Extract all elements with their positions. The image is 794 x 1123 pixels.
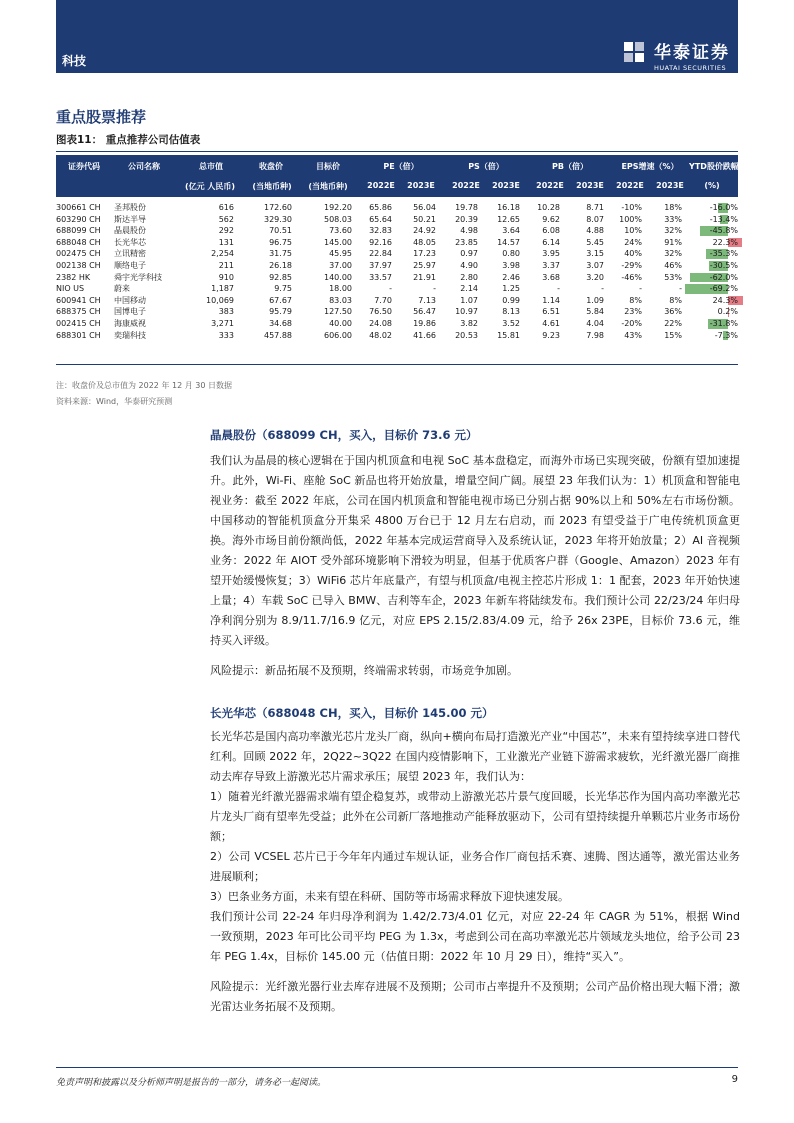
cell-mcap: 910 [218,272,234,282]
cell-target: 140.00 [324,272,352,282]
section-title: 重点股票推荐 [56,108,147,126]
subheader-pe22: 2022E [367,181,395,190]
subheader-target-unit: (当地币种) [308,182,348,191]
cell-pb22: 9.23 [542,330,560,340]
cell-code: NIO US [56,284,85,294]
cell-eps22: 100% [619,214,642,224]
cell-pb23: 1.09 [586,295,604,305]
stock2-point2: 2）公司 VCSEL 芯片已于今年年内通过车规认证，业务合作厂商包括禾赛、速腾、图达通等，激光雷达业务进展顺利； [210,850,740,883]
stock1-block [210,425,740,681]
cell-code: 300661 CH [56,203,101,212]
cell-pe23: 25.97 [413,261,436,270]
col-header-eps: EPS增速（%） [621,162,679,171]
cell-mcap: 211 [218,261,234,270]
cell-ytd: -7.3% [714,330,738,340]
cell-ps23: 0.80 [502,249,520,259]
cell-ytd: -35.3% [709,249,738,259]
cell-pb23: 5.45 [586,237,604,247]
cell-target: 40.00 [329,319,352,328]
cell-pe23: 24.92 [413,226,436,236]
cell-mcap: 616 [218,203,234,212]
table-row [56,237,738,249]
brand-logo [654,38,730,72]
footer-rule [56,1067,738,1068]
cell-eps22: 43% [624,330,642,340]
cell-target: 145.00 [324,237,352,247]
cell-mcap: 383 [218,307,234,317]
cell-pb22: 6.08 [542,226,560,236]
cell-mcap: 333 [218,330,234,340]
table-header [56,155,738,197]
cell-eps22: -10% [621,203,642,212]
stock1-title: 晶晨股份（688099 CH，买入，目标价 73.6 元） [210,428,478,442]
cell-eps23: 36% [664,307,682,317]
cell-close: 70.51 [269,226,292,236]
cell-ps23: 12.65 [497,214,520,224]
col-header-name: 公司名称 [128,162,160,171]
cell-name: 立讯精密 [114,249,146,259]
cell-close: 31.75 [269,249,292,259]
cell-pe23: - [433,284,436,294]
cell-pb23: - [601,284,604,294]
cell-target: 73.60 [329,226,352,236]
cell-ytd: 24.3% [712,295,738,305]
cell-ytd: -13.4% [709,214,738,224]
cell-mcap: 131 [218,237,234,247]
cell-pb23: 3.07 [586,261,604,270]
cell-close: 26.18 [269,261,292,270]
cell-pe23: 19.86 [413,319,436,328]
cell-pe23: 56.04 [413,203,436,212]
cell-eps23: 22% [664,319,682,328]
cell-pb22: 6.51 [542,307,560,317]
cell-name: 国博电子 [114,307,146,317]
cell-pe22: 92.16 [369,237,392,247]
cell-close: 9.75 [274,284,292,294]
cell-ps23: 8.13 [502,307,520,317]
cell-ps23: 3.98 [502,261,520,270]
cell-eps22: -20% [621,319,642,328]
cell-mcap: 1,187 [211,284,234,294]
cell-code: 688099 CH [56,226,101,236]
cell-ps23: 16.18 [497,203,520,212]
cell-ps22: 3.82 [460,319,478,328]
cell-ps22: 23.85 [455,237,478,247]
cell-ps23: 14.57 [497,237,520,247]
cell-close: 34.68 [269,319,292,328]
col-header-pe: PE（倍） [383,162,419,171]
cell-close: 67.67 [269,295,292,305]
cell-pe22: 76.50 [369,307,392,317]
cell-code: 002138 CH [56,261,101,270]
subheader-ytd-unit: (%) [704,181,720,190]
cell-pb23: 3.15 [586,249,604,259]
stock2-risk: 风险提示：光纤激光器行业去库存进展不及预期；公司市占率提升不及预期；公司产品价格出现大幅下滑；激光雷达业务拓展不及预期。 [210,980,740,1013]
cell-name: 晶晨股份 [114,226,146,236]
brand-name-en: HUATAI SECURITIES [654,64,727,72]
cell-name: 舜宇光学科技 [114,272,162,282]
subheader-pe23: 2023E [407,181,435,190]
table-source: 资料来源：Wind，华泰研究预测 [56,397,173,406]
cell-mcap: 3,271 [211,319,234,328]
cell-pb22: 3.68 [542,272,560,282]
cell-name: 长光华芯 [114,237,146,247]
cell-target: 192.20 [324,203,352,212]
section-label: 科技 [62,54,87,68]
cell-pe22: 65.86 [369,203,392,212]
table-row [56,248,738,260]
cell-target: 508.03 [324,214,352,224]
col-header-target: 目标价 [316,162,340,171]
cell-pe23: 21.91 [413,272,436,282]
cell-eps22: - [639,284,642,294]
col-header-code: 证券代码 [68,162,100,171]
cell-ps22: 20.39 [455,214,478,224]
stock2-point3: 3）巴条业务方面，未来有望在科研、国防等市场需求释放下迎快速发展。 [210,890,569,903]
cell-code: 2382 HK [56,272,91,282]
subheader-pb23: 2023E [576,181,604,190]
cell-ps22: 2.80 [460,272,478,282]
cell-eps23: 32% [664,249,682,259]
cell-pe22: 48.02 [369,330,392,340]
cell-name: 奕瑞科技 [114,330,146,340]
cell-eps22: 23% [624,307,642,317]
cell-eps23: 46% [664,261,682,270]
subheader-eps22: 2022E [616,181,644,190]
cell-pe22: - [389,284,392,294]
cell-close: 95.79 [269,307,292,317]
cell-mcap: 562 [218,214,234,224]
cell-ps23: 2.46 [502,272,520,282]
cell-eps23: 8% [669,295,682,305]
cell-eps22: -29% [621,261,642,270]
stock2-valuation: 我们预计公司 22-24 年归母净利润为 1.42/2.73/4.01 亿元，对应 22-24 年 CAGR 为 51%，根据 Wind 一致预期，2023 年可比公司平均 PEG 为 1.3x，考虑到公司在高功率激光芯片领域龙头地位，给予公司 23 年 PEG 1.4x，目标价 145.00 元（估值日期：2022 年 10 月 29 日），维持“买入”。 [210,910,740,963]
brand-name-cn: 华泰证券 [654,43,730,63]
table-row [56,283,738,295]
cell-eps23: 18% [664,203,682,212]
col-header-mcap: 总市值 [199,162,223,171]
subheader-ps22: 2022E [452,181,480,190]
cell-name: 顺络电子 [114,261,146,270]
cell-close: 96.75 [269,237,292,247]
cell-pe22: 33.57 [369,272,392,282]
cell-pb22: 10.28 [537,203,560,212]
table-row [56,295,738,307]
cell-name: 圣邦股份 [114,203,146,212]
cell-ytd: -30.5% [709,261,738,270]
subheader-pb22: 2022E [536,181,564,190]
cell-code: 002475 CH [56,249,101,259]
cell-mcap: 2,254 [211,249,234,259]
cell-pe22: 32.83 [369,226,392,236]
stock2-title: 长光华芯（688048 CH，买入，目标价 145.00 元） [210,706,494,720]
cell-mcap: 10,069 [206,295,234,305]
col-header-close: 收盘价 [259,162,283,171]
stock1-body: 我们认为晶晨的核心逻辑在于国内机顶盒和电视 SoC 基本盘稳定，而海外市场已实现突破，份额有望加速提升。此外，Wi-Fi、座舱 SoC 新品也将开始放量，增量空间广阔。展望 23 年我们认为：1）机顶盒和智能电视业务：截至 2022 年底，公司在国内机顶盒和智能电视市场已分别占据 90%以上和 50%左右市场份额。中国移动的智能机顶盒分开集采 4800 万台已于 12 月左右启动，而 2023 有望受益于广电传统机顶盒更换。海外市场目前份额尚低，2022 年基本完成运营商导入及系统认证，2023 年将开始放量；2）AI 音视频业务：2022 年 AIOT 受外部环境影响下滑较为明显，但基于优质客户群（Google、Amazon）2023 年有望开始缓慢恢复；3）WiFi6 芯片年底量产，有望与机顶盒/电视主控芯片形成 1：1 配套，2023 年开始快速上量；4）车载 SoC 已导入 BMW、吉利等车企，2023 年新车将陆续发布。我们预计公司 22/23/24 年归母净利润分别为 8.9/11.7/16.9 亿元，对应 EPS 2.15/2.83/4.09 元，给予 26x 23PE，目标价 73.6 元，维持买入评级。 [210,454,740,647]
cell-name: 斯达半导 [114,214,146,224]
table-row [56,202,738,214]
cell-pb22: 9.62 [542,214,560,224]
cell-name: 蔚来 [114,284,130,294]
cell-ps23: 0.99 [502,295,520,305]
col-header-ytd: YTD股价跌幅 [689,162,739,171]
table-bottom-rule [56,364,738,365]
cell-ps22: 4.90 [460,261,478,270]
figure-title: 图表11： 重点推荐公司估值表 [56,132,738,152]
cell-eps23: 53% [664,272,682,282]
cell-pe23: 50.21 [413,214,436,224]
subheader-eps23: 2023E [656,181,684,190]
cell-eps23: 33% [664,214,682,224]
cell-eps22: -46% [621,272,642,282]
cell-pe23: 7.13 [418,295,436,305]
huatai-logo-icon [622,40,646,64]
cell-eps23: 91% [664,237,682,247]
table-row [56,214,738,226]
cell-ytd: -62.0% [709,272,738,282]
table-note: 注：收盘价及总市值为 2022 年 12 月 30 日数据 [56,381,232,390]
cell-close: 172.60 [264,203,292,212]
footer-disclaimer: 免责声明和披露以及分析师声明是报告的一部分，请务必一起阅读。 [56,1078,327,1088]
cell-mcap: 292 [218,226,234,236]
cell-pb23: 4.04 [586,319,604,328]
cell-ps22: 19.78 [455,203,478,212]
table-row [56,330,738,342]
table-row [56,260,738,272]
cell-ytd: 0.2% [717,307,738,317]
cell-ytd: 22.3% [712,237,738,247]
table-row [56,272,738,284]
stock2-intro: 长光华芯是国内高功率激光芯片龙头厂商，纵向+横向布局打造激光产业“中国芯”，未来有望持续享进口替代红利。回顾 2022 年，2Q22~3Q22 在国内疫情影响下，工业激光产业链下游需求疲软，光纤激光器厂商推动去库存导致上游激光芯片需求承压；展望 2023 年，我们认为： [210,730,740,783]
cell-pe22: 65.64 [369,214,392,224]
cell-pe23: 41.66 [413,330,436,340]
cell-close: 457.88 [264,330,292,340]
cell-target: 45.95 [329,249,352,259]
cell-pb23: 5.84 [586,307,604,317]
stock2-point1: 1）随着光纤激光器需求端有望企稳复苏，或带动上游激光芯片景气度回暖，长光华芯作为国内高功率激光芯片龙头厂商有望率先受益；此外在公司新厂落地推动产能释放驱动下，公司有望持续提升单颗芯片业务市场份额； [210,790,740,843]
cell-pe22: 24.08 [369,319,392,328]
cell-ps23: 1.25 [502,284,520,294]
cell-eps23: 32% [664,226,682,236]
cell-eps22: 8% [629,295,642,305]
cell-pb22: 6.14 [542,237,560,247]
cell-code: 688375 CH [56,307,101,317]
cell-code: 603290 CH [56,214,101,224]
page-number: 9 [731,1074,738,1085]
cell-ps23: 15.81 [497,330,520,340]
cell-target: 606.00 [324,330,352,340]
cell-ytd: -45.8% [709,226,738,236]
subheader-close-unit: (当地币种) [252,182,292,191]
cell-eps23: 15% [664,330,682,340]
subheader-ps23: 2023E [492,181,520,190]
cell-pe23: 56.47 [413,307,436,317]
cell-ps22: 10.97 [455,307,478,317]
stock2-block [210,703,740,1017]
cell-eps23: - [679,284,682,294]
col-header-pb: PB（倍） [552,162,588,171]
cell-eps22: 24% [624,237,642,247]
cell-ytd: -69.2% [709,284,738,294]
cell-pb22: 3.37 [542,261,560,270]
table-row [56,318,738,330]
cell-code: 600941 CH [56,295,101,305]
cell-ps23: 3.52 [502,319,520,328]
cell-pb22: 4.61 [542,319,560,328]
cell-code: 002415 CH [56,319,101,328]
cell-eps22: 10% [624,226,642,236]
cell-target: 37.00 [329,261,352,270]
stock1-risk: 风险提示：新品拓展不及预期，终端需求转弱，市场竞争加剧。 [210,664,518,677]
cell-ytd: -16.0% [709,203,738,212]
cell-pe23: 48.05 [413,237,436,247]
cell-code: 688048 CH [56,237,101,247]
cell-pe22: 7.70 [374,295,392,305]
subheader-mcap-unit: (亿元 人民币) [184,182,236,191]
cell-eps22: 40% [624,249,642,259]
cell-target: 83.03 [329,295,352,305]
col-header-ps: PS（倍） [468,162,504,171]
page-header [56,0,738,73]
cell-pb23: 3.20 [586,272,604,282]
cell-ps22: 0.97 [460,249,478,259]
cell-pb23: 8.71 [586,203,604,212]
cell-pb22: - [557,284,560,294]
cell-name: 海康威视 [114,319,146,328]
table-row [56,225,738,237]
cell-target: 127.50 [324,307,352,317]
cell-pe22: 37.97 [369,261,392,270]
cell-pb23: 8.07 [586,214,604,224]
cell-close: 329.30 [264,214,292,224]
cell-pe22: 22.84 [369,249,392,259]
cell-ps22: 2.14 [460,284,478,294]
cell-ytd: -31.8% [709,319,738,328]
cell-ps22: 20.53 [455,330,478,340]
cell-ps23: 3.64 [502,226,520,236]
cell-name: 中国移动 [114,295,146,305]
cell-pb23: 4.88 [586,226,604,236]
cell-pe23: 17.23 [413,249,436,259]
cell-close: 92.85 [269,272,292,282]
cell-pb22: 1.14 [542,295,560,305]
cell-ps22: 4.98 [460,226,478,236]
cell-pb22: 3.95 [542,249,560,259]
table-row [56,306,738,318]
cell-ps22: 1.07 [460,295,478,305]
cell-target: 18.00 [329,284,352,294]
cell-code: 688301 CH [56,330,101,340]
cell-pb23: 7.98 [586,330,604,340]
